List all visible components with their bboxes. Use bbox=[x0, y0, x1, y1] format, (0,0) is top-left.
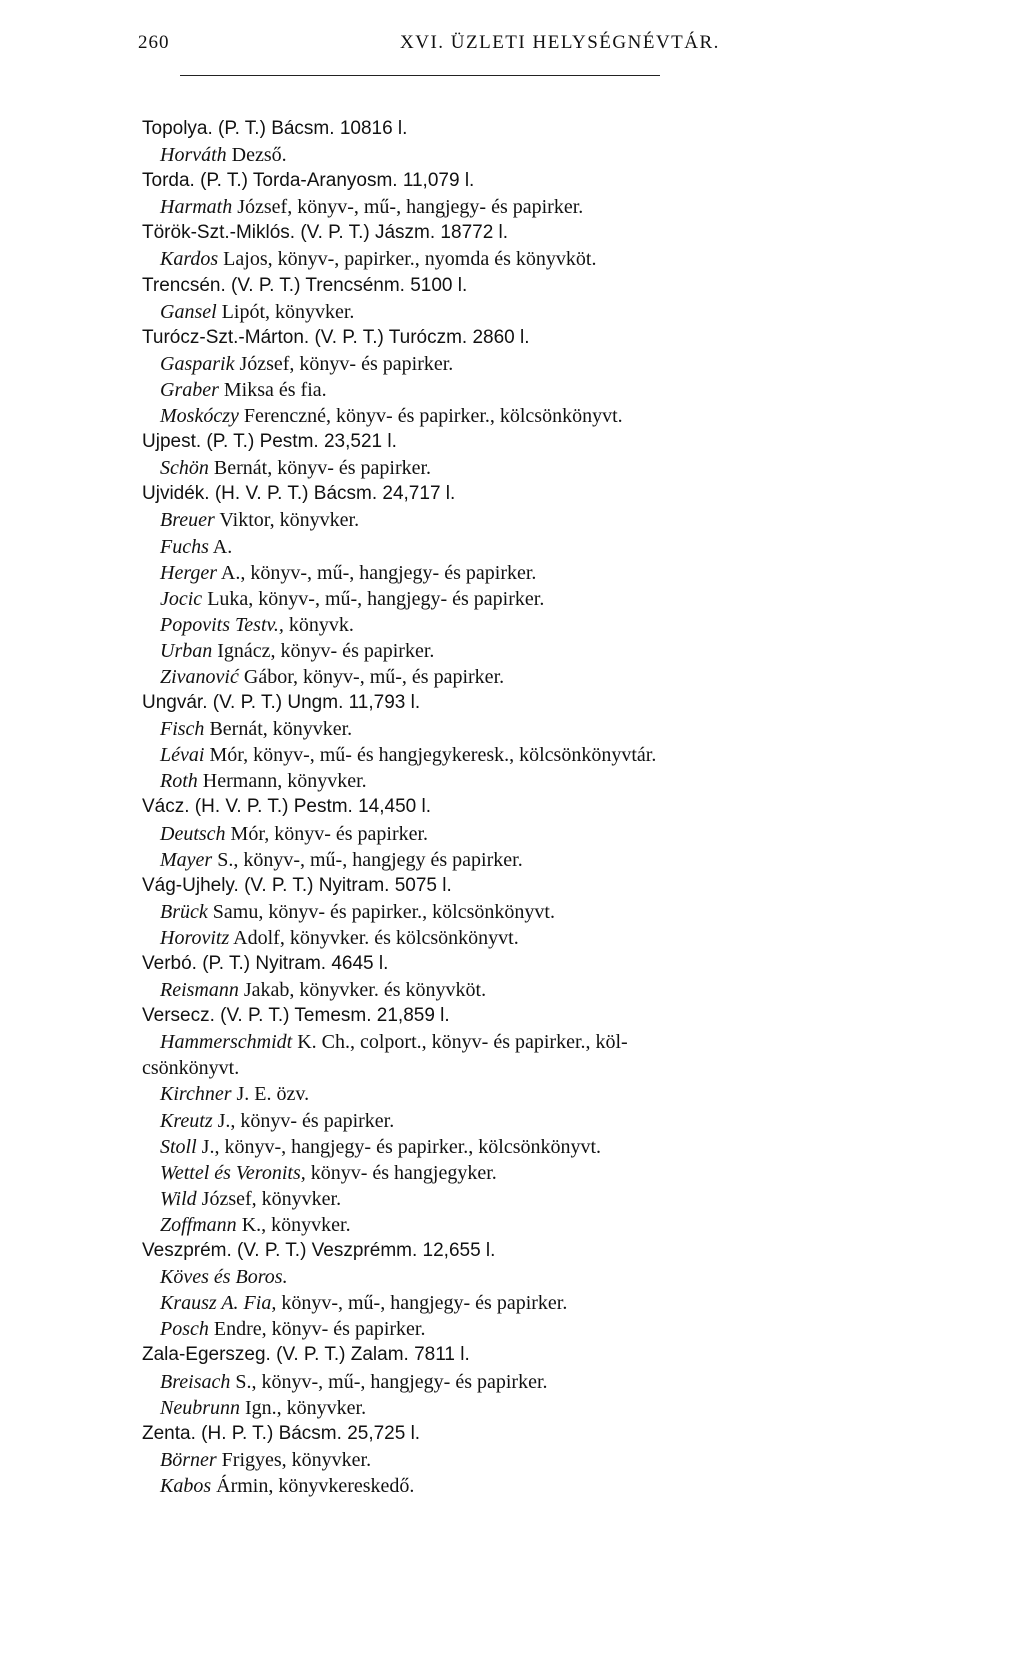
business-entry bbox=[142, 664, 942, 690]
business-name: Stoll bbox=[160, 1135, 197, 1158]
business-details: Ignácz, könyv- és papirker. bbox=[212, 639, 435, 662]
business-details: Ign., könyvker. bbox=[240, 1396, 367, 1419]
business-entry bbox=[142, 1473, 942, 1499]
entry-list bbox=[142, 116, 942, 1499]
business-details: J., könyv-, hangjegy- és papirker., kölcsönkönyvt. bbox=[196, 1135, 602, 1158]
business-name: Breuer bbox=[160, 509, 215, 532]
business-name: Schön bbox=[160, 457, 209, 480]
business-entry bbox=[142, 1029, 942, 1055]
business-entry bbox=[142, 142, 942, 168]
business-name: Hammerschmidt bbox=[160, 1031, 293, 1054]
business-name: Moskóczy bbox=[160, 405, 239, 428]
business-entry bbox=[142, 1290, 942, 1316]
business-details: csönkönyvt. bbox=[142, 1057, 240, 1080]
business-entry bbox=[142, 612, 942, 638]
business-name: Gansel bbox=[160, 300, 217, 323]
town-entry: Topolya. (P. T.) Bácsm. 10816 l. bbox=[142, 118, 408, 139]
town-entry: Torda. (P. T.) Torda-Aranyosm. 11,079 l. bbox=[142, 170, 475, 192]
business-details: Samu, könyv- és papirker., kölcsönkönyvt. bbox=[207, 900, 555, 923]
continuation-line bbox=[142, 1055, 942, 1081]
header-rule bbox=[180, 75, 660, 76]
business-details: József, könyv-, mű-, hangjegy- és papirker. bbox=[232, 196, 584, 219]
business-name: Horváth bbox=[160, 144, 227, 167]
town-entry: Veszprém. (V. P. T.) Veszprémm. 12,655 l. bbox=[142, 1240, 496, 1262]
business-name: Graber bbox=[160, 378, 219, 401]
town-entry: Török-Szt.-Miklós. (V. P. T.) Jászm. 18772 l. bbox=[142, 222, 509, 244]
business-entry bbox=[142, 1160, 942, 1186]
business-entry bbox=[142, 1134, 942, 1160]
business-details: Mór, könyv- és papirker. bbox=[225, 822, 429, 845]
town-entry: Trencsén. (V. P. T.) Trencsénm. 5100 l. bbox=[142, 274, 468, 296]
business-name: Kardos bbox=[160, 248, 219, 271]
business-name: Wettel és Veronits, bbox=[160, 1161, 306, 1184]
business-details: Lajos, könyv-, papirker., nyomda és könyvköt. bbox=[218, 248, 597, 271]
business-name: Krausz A. Fia, bbox=[160, 1292, 277, 1315]
town-entry: Vácz. (H. V. P. T.) Pestm. 14,450 l. bbox=[142, 796, 432, 818]
town-entry: Zala-Egerszeg. (V. P. T.) Zalam. 7811 l. bbox=[142, 1344, 470, 1366]
town-entry: Ujvidék. (H. V. P. T.) Bácsm. 24,717 l. bbox=[142, 483, 456, 505]
business-details: J., könyv- és papirker. bbox=[212, 1109, 395, 1132]
business-entry bbox=[142, 1316, 942, 1342]
business-details: József, könyvker. bbox=[196, 1187, 342, 1210]
business-entry bbox=[142, 1369, 942, 1395]
town-entry: Ujpest. (P. T.) Pestm. 23,521 l. bbox=[142, 431, 397, 453]
business-entry bbox=[142, 351, 942, 377]
business-entry bbox=[142, 1108, 942, 1134]
business-name: Urban bbox=[160, 639, 213, 662]
business-entry bbox=[142, 977, 942, 1003]
business-entry bbox=[142, 560, 942, 586]
business-entry bbox=[142, 194, 942, 220]
business-details: könyv-, mű-, hangjegy- és papirker. bbox=[276, 1292, 568, 1315]
town-entry: Vág-Ujhely. (V. P. T.) Nyitram. 5075 l. bbox=[142, 874, 452, 896]
business-entry bbox=[142, 768, 942, 794]
business-details: könyvk. bbox=[283, 613, 354, 636]
business-name: Kabos bbox=[160, 1474, 212, 1497]
business-name: Fisch bbox=[160, 718, 205, 741]
business-details: Bernát, könyv- és papirker. bbox=[208, 457, 432, 480]
business-details: Endre, könyv- és papirker. bbox=[208, 1318, 426, 1341]
business-details: A., könyv-, mű-, hangjegy- és papirker. bbox=[217, 561, 537, 584]
business-entry bbox=[142, 403, 942, 429]
business-name: Köves és Boros. bbox=[160, 1266, 288, 1289]
business-entry bbox=[142, 821, 942, 847]
page-header bbox=[138, 32, 898, 62]
town-entry: Ungvár. (V. P. T.) Ungm. 11,793 l. bbox=[142, 692, 421, 714]
business-details: Frigyes, könyvker. bbox=[216, 1448, 372, 1471]
business-entry bbox=[142, 534, 942, 560]
business-details: Luka, könyv-, mű-, hangjegy- és papirker. bbox=[202, 587, 545, 610]
business-entry bbox=[142, 638, 942, 664]
business-name: Lévai bbox=[160, 744, 205, 767]
business-name: Harmath bbox=[160, 196, 233, 219]
business-name: Kreutz bbox=[160, 1109, 213, 1132]
business-details: Lipót, könyvker. bbox=[216, 300, 355, 323]
business-entry bbox=[142, 899, 942, 925]
business-entry bbox=[142, 1212, 942, 1238]
business-details: Mór, könyv-, mű- és hangjegykeresk., kölcsönkönyvtár. bbox=[204, 744, 657, 767]
business-details: A. bbox=[208, 535, 233, 558]
business-details: Miksa és fia. bbox=[218, 378, 327, 401]
business-name: Neubrunn bbox=[160, 1396, 240, 1419]
town-entry: Zenta. (H. P. T.) Bácsm. 25,725 l. bbox=[142, 1422, 421, 1444]
business-entry bbox=[142, 1264, 942, 1290]
business-entry bbox=[142, 586, 942, 612]
business-entry bbox=[142, 455, 942, 481]
business-name: Reismann bbox=[160, 979, 239, 1002]
business-entry bbox=[142, 925, 942, 951]
business-details: Bernát, könyvker. bbox=[204, 718, 353, 741]
business-name: Wild bbox=[160, 1187, 197, 1210]
business-name: Mayer bbox=[160, 848, 213, 871]
business-name: Herger bbox=[160, 561, 218, 584]
business-details: S., könyv-, mű-, hangjegy- és papirker. bbox=[230, 1370, 548, 1393]
town-entry: Turócz-Szt.-Márton. (V. P. T.) Turóczm. 2860 l. bbox=[142, 326, 530, 348]
business-name: Zivanović bbox=[160, 665, 239, 688]
business-entry bbox=[142, 507, 942, 533]
business-name: Popovits Testv., bbox=[160, 613, 284, 636]
business-details: Ferenczné, könyv- és papirker., kölcsönkönyvt. bbox=[238, 405, 623, 428]
business-entry bbox=[142, 299, 942, 325]
business-details: könyv- és hangjegyker. bbox=[305, 1161, 497, 1184]
page-number: 260 bbox=[138, 32, 170, 53]
business-name: Roth bbox=[160, 770, 198, 793]
business-entry bbox=[142, 1447, 942, 1473]
business-details: Adolf, könyvker. és kölcsönkönyvt. bbox=[229, 926, 519, 949]
business-name: Breisach bbox=[160, 1370, 231, 1393]
running-title: XVI. ÜZLETI HELYSÉGNÉVTÁR. bbox=[400, 32, 720, 53]
business-name: Posch bbox=[160, 1318, 209, 1341]
business-entry bbox=[142, 246, 942, 272]
business-details: K. Ch., colport., könyv- és papirker., köl- bbox=[292, 1031, 628, 1054]
business-details: S., könyv-, mű-, hangjegy és papirker. bbox=[212, 848, 523, 871]
business-name: Börner bbox=[160, 1448, 217, 1471]
business-name: Zoffmann bbox=[160, 1213, 237, 1236]
business-details: Hermann, könyvker. bbox=[197, 770, 367, 793]
business-details: Ármin, könyvkereskedő. bbox=[211, 1474, 415, 1497]
business-name: Jocic bbox=[160, 587, 203, 610]
business-details: Gábor, könyv-, mű-, és papirker. bbox=[238, 665, 505, 688]
business-name: Horovitz bbox=[160, 926, 230, 949]
business-name: Deutsch bbox=[160, 822, 226, 845]
business-details: Dezső. bbox=[226, 144, 287, 167]
business-entry bbox=[142, 847, 942, 873]
business-details: Viktor, könyvker. bbox=[214, 509, 360, 532]
business-name: Brück bbox=[160, 900, 208, 923]
business-entry bbox=[142, 1186, 942, 1212]
business-name: Gasparik bbox=[160, 352, 235, 375]
business-details: Jakab, könyvker. és könyvköt. bbox=[238, 979, 487, 1002]
business-entry bbox=[142, 377, 942, 403]
business-entry bbox=[142, 716, 942, 742]
business-details: J. E. özv. bbox=[231, 1083, 310, 1106]
business-details: József, könyv- és papirker. bbox=[234, 352, 454, 375]
business-name: Kirchner bbox=[160, 1083, 232, 1106]
business-entry bbox=[142, 1395, 942, 1421]
business-entry bbox=[142, 742, 942, 768]
business-details: K., könyvker. bbox=[236, 1213, 351, 1236]
business-entry bbox=[142, 1081, 942, 1107]
town-entry: Verbó. (P. T.) Nyitram. 4645 l. bbox=[142, 953, 389, 974]
town-entry: Versecz. (V. P. T.) Temesm. 21,859 l. bbox=[142, 1005, 450, 1027]
business-name: Fuchs bbox=[160, 535, 209, 558]
